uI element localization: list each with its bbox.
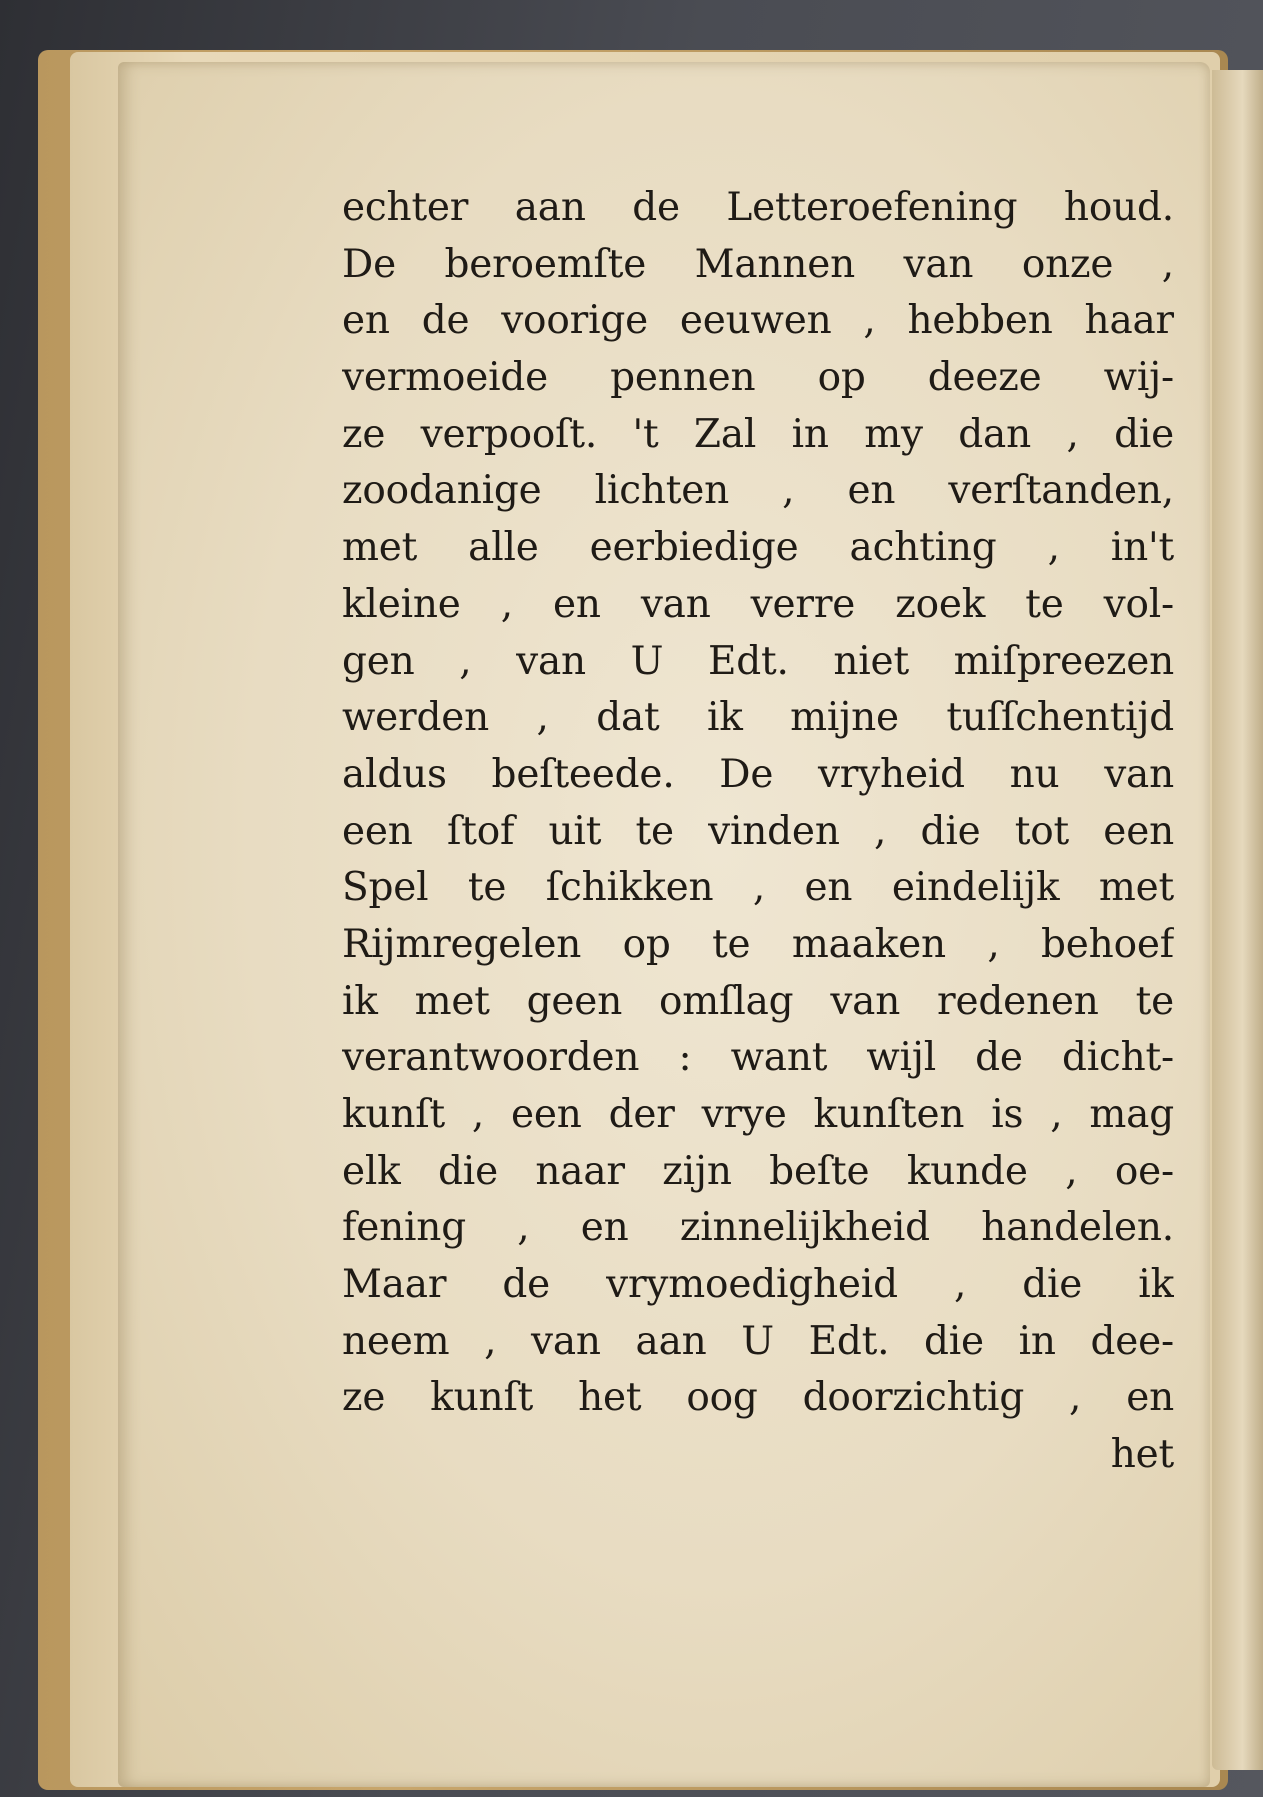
text-line: werden , dat ik mijne tuſſchentijd <box>342 695 1174 741</box>
text-line: kunſt , een der vrye kunſten is , mag <box>342 1092 1174 1137</box>
text-line: en de voorige eeuwen , hebben haar <box>342 298 1174 344</box>
text-line: vermoeide pennen op deeze wij- <box>342 355 1174 401</box>
text-line: elk die naar zijn beſte kunde , oe- <box>342 1148 1174 1194</box>
text-line: Spel te ſchikken , en eindelijk met <box>342 865 1174 911</box>
text-line: gen , van U Edt. niet miſpreezen <box>342 638 1174 684</box>
text-line: Rijmregelen op te maaken , behoef <box>342 921 1174 967</box>
text-line: De beroemſte Mannen van onze , <box>342 241 1174 287</box>
text-line: verantwoorden : want wijl de dicht- <box>342 1035 1174 1081</box>
text-line: ik met geen omſlag van redenen te <box>342 978 1174 1024</box>
text-line: een ſtof uit te vinden , die tot een <box>342 808 1174 854</box>
catchword: het <box>1110 1432 1174 1478</box>
text-line: Maar de vrymoedigheid , die ik <box>342 1262 1174 1308</box>
text-line: echter aan de Letteroefening houd. <box>342 185 1174 230</box>
text-line: kleine , en van verre zoek te vol- <box>342 581 1174 627</box>
text-line: met alle eerbiedige achting , in't <box>342 525 1174 571</box>
text-line: neem , van aan U Edt. die in dee- <box>342 1318 1174 1364</box>
text-line: aldus beſteede. De vryheid nu van <box>342 751 1174 797</box>
text-line: ze verpooſt. 't Zal in my dan , die <box>342 411 1174 457</box>
text-line: zoodanige lichten , en verſtanden, <box>342 468 1174 514</box>
page-text <box>342 180 1174 1484</box>
text-line: ze kunſt het oog doorzichtig , en <box>342 1375 1174 1421</box>
facing-page-edge <box>1212 70 1263 1770</box>
text-line: fening , en zinnelijkheid handelen. <box>342 1205 1174 1251</box>
